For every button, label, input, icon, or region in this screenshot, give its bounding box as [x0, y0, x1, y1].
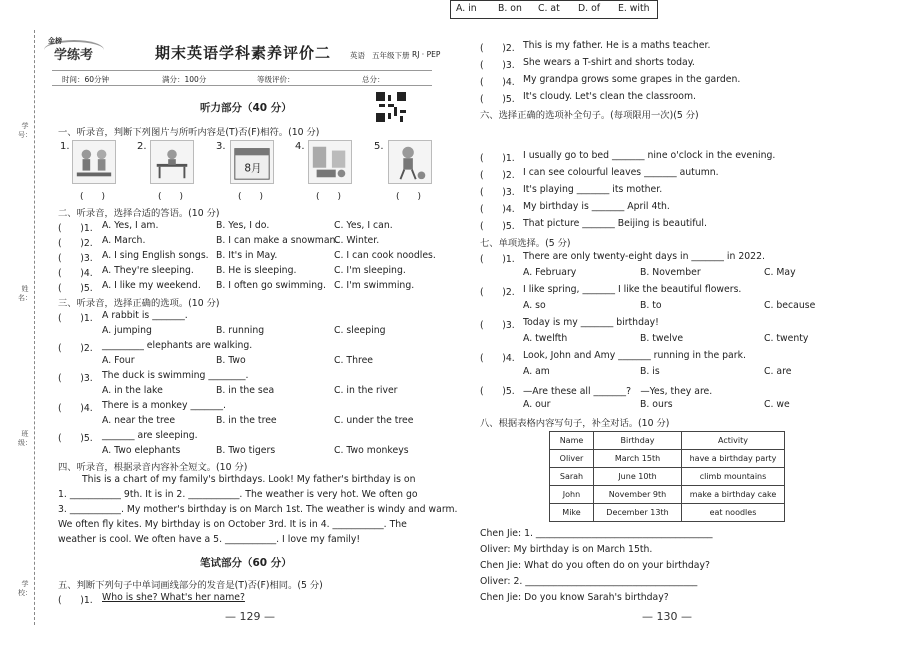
answer-paren[interactable]: ( )1.: [58, 223, 93, 234]
answer-paren[interactable]: ( )3.: [480, 60, 515, 71]
answer-paren[interactable]: ( )1.: [480, 153, 515, 164]
table-cell: June 10th: [594, 468, 682, 486]
word-option: B. on: [498, 3, 522, 14]
answer-paren[interactable]: ( )4.: [58, 403, 93, 414]
answer-paren[interactable]: ( ): [158, 192, 184, 202]
option-c: C. May: [764, 267, 796, 278]
answer-paren[interactable]: ( )1.: [58, 595, 93, 606]
option-c: C. sleeping: [334, 325, 386, 336]
option-a: A. March.: [102, 235, 146, 246]
option-b: B. ours: [640, 399, 673, 410]
grade-evaluation: 等级评价：: [257, 75, 295, 84]
dialog-line: Chen Jie: Do you know Sarah's birthday?: [480, 592, 669, 603]
answer-paren[interactable]: ( )5.: [58, 433, 93, 444]
table-header-row: [550, 432, 785, 450]
s1-title: 一、听录音，判断下列图片与所听内容是(T)否(F)相符。(10 分): [58, 127, 320, 138]
table-cell: March 15th: [594, 450, 682, 468]
picture-kids-icon: [72, 140, 116, 184]
option-a: A. jumping: [102, 325, 152, 336]
pic-number: 3.: [216, 141, 226, 152]
passage-line[interactable]: weather is cool. We often have a 5. ___________. I love my family!: [58, 534, 361, 545]
sentence-text: I usually go to bed _______ nine o'clock in the evening.: [523, 150, 776, 161]
table-row: [550, 486, 785, 504]
answer-paren[interactable]: ( )2.: [480, 170, 515, 181]
option-a: A. am: [523, 366, 550, 377]
dialog-line: Chen Jie: What do you often do on your birthday?: [480, 560, 710, 571]
table-header-cell: Name: [550, 432, 594, 450]
gutter-label-school: 学校：: [18, 580, 32, 597]
option-b: B. twelve: [640, 333, 684, 344]
answer-paren[interactable]: ( )2.: [58, 343, 93, 354]
answer-paren[interactable]: ( )4.: [58, 268, 93, 279]
answer-paren[interactable]: ( )1.: [58, 313, 93, 324]
table-row: [550, 504, 785, 522]
answer-paren[interactable]: ( ): [396, 192, 422, 202]
option-b: B. in the sea: [216, 385, 275, 396]
answer-paren[interactable]: ( )3.: [58, 253, 93, 264]
option-c: C. twenty: [764, 333, 809, 344]
option-c: C. are: [764, 366, 792, 377]
option-a: A. in the lake: [102, 385, 163, 396]
answer-paren[interactable]: ( )4.: [480, 353, 515, 364]
table-header-cell: Activity: [682, 432, 785, 450]
option-c: C. Winter.: [334, 235, 380, 246]
question-text: —Are these all _______? —Yes, they are.: [523, 386, 713, 397]
option-c: C. I'm sleeping.: [334, 265, 406, 276]
sentence-text: That picture _______ Beijing is beautiful.: [523, 218, 707, 229]
word-option: D. of: [578, 3, 601, 14]
answer-paren[interactable]: ( )5.: [58, 283, 93, 294]
right-page: [450, 0, 900, 650]
time-limit: 时间：60分钟: [62, 75, 110, 84]
s5-title: 五、判断下列句子中单词画线部分的发音是(T)否(F)相同。(5 分): [58, 580, 323, 591]
option-c: C. Yes, I can.: [334, 220, 393, 231]
svg-text:8月: 8月: [244, 162, 262, 175]
option-b: B. Two: [216, 355, 246, 366]
question-text: Look, John and Amy _______ running in the park.: [523, 350, 746, 361]
subject-label: 英语: [350, 51, 365, 60]
s3-title: 三、听录音，选择正确的选项。(10 分): [58, 298, 220, 309]
option-b: B. I can make a snowman.: [216, 235, 339, 246]
calendar-icon: [230, 140, 274, 184]
table-cell: climb mountains: [682, 468, 785, 486]
pic-number: 1.: [60, 141, 70, 152]
table-cell: make a birthday cake: [682, 486, 785, 504]
pic-number: 2.: [137, 141, 147, 152]
option-a: A. near the tree: [102, 415, 176, 426]
picture-street-icon: [308, 140, 352, 184]
option-a: A. our: [523, 399, 551, 410]
option-b: B. It's in May.: [216, 250, 278, 261]
word-option: C. at: [538, 3, 560, 14]
option-c: C. Three: [334, 355, 374, 366]
option-c: C. we: [764, 399, 790, 410]
option-c: C. Two monkeys: [334, 445, 409, 456]
option-c: C. I can cook noodles.: [334, 250, 436, 261]
option-c: C. under the tree: [334, 415, 414, 426]
option-b: B. November: [640, 267, 701, 278]
birthday-activity-table: [549, 431, 785, 522]
writing-heading: 笔试部分（60 分）: [200, 557, 292, 569]
answer-paren[interactable]: ( )5.: [480, 386, 515, 397]
binding-line: [34, 30, 35, 625]
answer-paren[interactable]: ( )2.: [480, 43, 515, 54]
question-text: A rabbit is _______.: [102, 310, 188, 321]
question-text: There is a monkey _______.: [102, 400, 226, 411]
option-b: B. running: [216, 325, 265, 336]
listening-heading: 听力部分（40 分）: [200, 102, 292, 114]
answer-paren[interactable]: ( )4.: [480, 77, 515, 88]
passage-line[interactable]: 1. ___________ 9th. It is in 2. ___________. The weather is very hot. We often go: [58, 489, 418, 500]
option-a: A. Four: [102, 355, 135, 366]
option-b: B. He is sleeping.: [216, 265, 297, 276]
answer-paren[interactable]: ( )1.: [480, 254, 515, 265]
gutter-label-id: 学号：: [18, 122, 32, 139]
word-option: E. with: [618, 3, 650, 14]
question-text: _______ are sleeping.: [102, 430, 198, 441]
table-row: [550, 468, 785, 486]
option-b: B. to: [640, 300, 662, 311]
s8-title: 八、根据表格内容写句子，补全对话。(10 分): [480, 418, 670, 429]
gutter-label-name: 姓名：: [18, 285, 32, 302]
grade-label: 五年级下册: [372, 51, 410, 60]
answer-paren[interactable]: ( )5.: [480, 221, 515, 232]
pic-number: 4.: [295, 141, 305, 152]
table-cell: December 13th: [594, 504, 682, 522]
table-cell: John: [550, 486, 594, 504]
option-c: C. in the river: [334, 385, 398, 396]
answer-paren[interactable]: ( )3.: [58, 373, 93, 384]
table-cell: Mike: [550, 504, 594, 522]
exam-info-bar: [52, 70, 432, 86]
option-a: A. twelfth: [523, 333, 568, 344]
option-a: A. Yes, I am.: [102, 220, 159, 231]
dialog-line[interactable]: Chen Jie: 1. ______________________________________: [480, 528, 713, 539]
answer-paren[interactable]: ( ): [238, 192, 264, 202]
gutter-label-class: 班级：: [18, 430, 32, 447]
option-b: B. in the tree: [216, 415, 277, 426]
passage-line: This is a chart of my family's birthdays. Look! My father's birthday is on: [82, 474, 416, 485]
sentence-text: Who is she? What's her name?: [102, 592, 245, 603]
answer-paren[interactable]: ( ): [80, 192, 106, 202]
answer-paren[interactable]: ( )5.: [480, 94, 515, 105]
answer-paren[interactable]: ( )3.: [480, 187, 515, 198]
table-row: [550, 450, 785, 468]
page-number-right: — 130 —: [642, 610, 692, 623]
exam-title: 期末英语学科素养评价二: [155, 44, 332, 62]
option-b: B. I often go swimming.: [216, 280, 327, 291]
brand-logo: 金榜 学练考: [40, 36, 110, 64]
picture-boy-icon: [388, 140, 432, 184]
passage-line[interactable]: 3. ___________. My mother's birthday is on March 1st. The weather is windy and warm.: [58, 504, 458, 515]
qr-code-icon[interactable]: [376, 92, 406, 122]
question-text: The duck is swimming ________.: [102, 370, 249, 381]
s7-title: 七、单项选择。(5 分): [480, 238, 571, 249]
s4-title: 四、听录音，根据录音内容补全短文。(10 分): [58, 462, 248, 473]
option-a: A. I like my weekend.: [102, 280, 201, 291]
table-cell: have a birthday party: [682, 450, 785, 468]
sentence-text: My grandpa grows some grapes in the garden.: [523, 74, 741, 85]
table-cell: Oliver: [550, 450, 594, 468]
answer-paren[interactable]: ( )4.: [480, 204, 515, 215]
table-cell: eat noodles: [682, 504, 785, 522]
answer-paren[interactable]: ( ): [316, 192, 342, 202]
sentence-text: I can see colourful leaves _______ autumn.: [523, 167, 719, 178]
sentence-text: My birthday is _______ April 4th.: [523, 201, 670, 212]
option-a: A. I sing English songs.: [102, 250, 209, 261]
passage-line[interactable]: We often fly kites. My birthday is on October 3rd. It is in 4. ___________. The: [58, 519, 407, 530]
question-text: _________ elephants are walking.: [102, 340, 253, 351]
table-cell: Sarah: [550, 468, 594, 486]
table-header-cell: Birthday: [594, 432, 682, 450]
pic-number: 5.: [374, 141, 384, 152]
option-b: B. Two tigers: [216, 445, 276, 456]
option-a: A. February: [523, 267, 577, 278]
option-a: A. Two elephants: [102, 445, 181, 456]
word-bank: [450, 0, 658, 19]
dialog-line[interactable]: Oliver: 2. _____________________________________: [480, 576, 698, 587]
option-c: C. because: [764, 300, 816, 311]
sentence-text: She wears a T-shirt and shorts today.: [523, 57, 695, 68]
option-c: C. I'm swimming.: [334, 280, 415, 291]
question-text: I like spring, _______ I like the beautiful flowers.: [523, 284, 742, 295]
option-a: A. They're sleeping.: [102, 265, 194, 276]
picture-desk-icon: [150, 140, 194, 184]
sentence-text: It's playing _______ its mother.: [523, 184, 663, 195]
answer-paren[interactable]: ( )3.: [480, 320, 515, 331]
s2-title: 二、听录音，选择合适的答语。(10 分): [58, 208, 220, 219]
s6-title: 六、选择正确的选项补全句子。(每项限用一次)(5 分): [480, 110, 699, 121]
dialog-line: Oliver: My birthday is on March 15th.: [480, 544, 653, 555]
page-number-left: — 129 —: [225, 610, 275, 623]
option-a: A. so: [523, 300, 546, 311]
full-score: 满分：100分: [162, 75, 207, 84]
table-cell: November 9th: [594, 486, 682, 504]
answer-paren[interactable]: ( )2.: [480, 287, 515, 298]
edition-label: RJ · PEP: [412, 50, 441, 59]
answer-paren[interactable]: ( )2.: [58, 238, 93, 249]
option-b: B. is: [640, 366, 660, 377]
option-b: B. Yes, I do.: [216, 220, 270, 231]
word-option: A. in: [456, 3, 477, 14]
question-text: Today is my _______ birthday!: [523, 317, 659, 328]
sentence-text: It's cloudy. Let's clean the classroom.: [523, 91, 696, 102]
sentence-text: This is my father. He is a maths teacher.: [523, 40, 711, 51]
total-score: 总分：: [362, 75, 385, 84]
question-text: There are only twenty-eight days in _______ in 2022.: [523, 251, 765, 262]
